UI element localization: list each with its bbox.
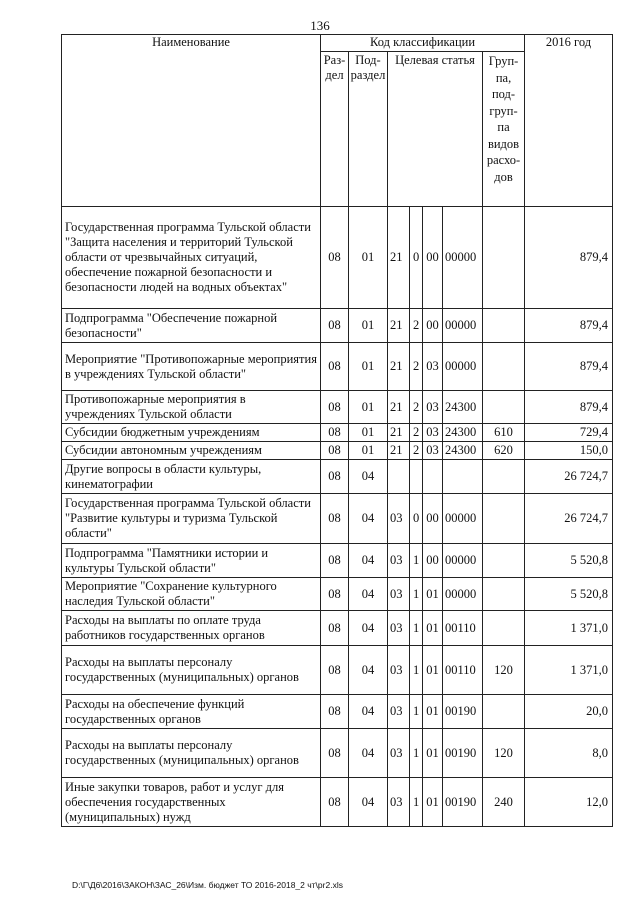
row-podrazdel: 01 bbox=[349, 391, 388, 424]
row-group: 620 bbox=[483, 442, 525, 460]
header-name: Наименование bbox=[62, 35, 321, 207]
table-row bbox=[62, 646, 613, 695]
row-podrazdel: 01 bbox=[349, 207, 388, 309]
row-target-program: 21 bbox=[388, 391, 410, 424]
row-group: 240 bbox=[483, 778, 525, 827]
row-name: Подпрограмма "Памятники истории и культуры Тульской области" bbox=[62, 544, 321, 578]
header-razdel: Раз- дел bbox=[321, 52, 349, 207]
row-amount: 1 371,0 bbox=[525, 646, 613, 695]
row-group: 120 bbox=[483, 646, 525, 695]
row-razdel: 08 bbox=[321, 646, 349, 695]
row-razdel: 08 bbox=[321, 343, 349, 391]
row-group bbox=[483, 695, 525, 729]
row-name: Мероприятие "Противопожарные мероприятия в учреждениях Тульской области" bbox=[62, 343, 321, 391]
row-group bbox=[483, 611, 525, 646]
row-razdel: 08 bbox=[321, 695, 349, 729]
row-name: Мероприятие "Сохранение культурного наследия Тульской области" bbox=[62, 578, 321, 611]
budget-table bbox=[61, 34, 613, 827]
row-target-program: 03 bbox=[388, 544, 410, 578]
row-target-subprogram bbox=[410, 460, 423, 494]
row-target-direction: 00190 bbox=[443, 729, 483, 778]
row-target-event: 03 bbox=[423, 424, 443, 442]
row-target-event: 01 bbox=[423, 778, 443, 827]
row-name: Подпрограмма "Обеспечение пожарной безопасности" bbox=[62, 309, 321, 343]
row-target-subprogram: 1 bbox=[410, 578, 423, 611]
table-row bbox=[62, 778, 613, 827]
table-row bbox=[62, 442, 613, 460]
row-name: Расходы на выплаты персоналу государственных (муниципальных) органов bbox=[62, 729, 321, 778]
row-razdel: 08 bbox=[321, 442, 349, 460]
row-amount: 5 520,8 bbox=[525, 578, 613, 611]
table-row bbox=[62, 343, 613, 391]
table-row bbox=[62, 494, 613, 544]
row-razdel: 08 bbox=[321, 544, 349, 578]
row-target-direction: 00110 bbox=[443, 611, 483, 646]
row-target-event: 03 bbox=[423, 343, 443, 391]
row-target-subprogram: 1 bbox=[410, 544, 423, 578]
row-target-event: 00 bbox=[423, 207, 443, 309]
row-name: Субсидии бюджетным учреждениям bbox=[62, 424, 321, 442]
row-razdel: 08 bbox=[321, 578, 349, 611]
row-podrazdel: 01 bbox=[349, 309, 388, 343]
row-razdel: 08 bbox=[321, 309, 349, 343]
row-podrazdel: 04 bbox=[349, 544, 388, 578]
row-target-program: 03 bbox=[388, 695, 410, 729]
row-group bbox=[483, 309, 525, 343]
row-razdel: 08 bbox=[321, 460, 349, 494]
row-target-event: 00 bbox=[423, 544, 443, 578]
row-amount: 879,4 bbox=[525, 207, 613, 309]
page-number: 136 bbox=[310, 18, 330, 33]
row-name: Государственная программа Тульской области "Защита населения и территорий Тульской области от чрезвычайных ситуаций, обеспечение пожарной безопасности и безопасности людей на водных объектах" bbox=[62, 207, 321, 309]
header-target: Целевая статья bbox=[388, 52, 483, 207]
row-target-program: 03 bbox=[388, 646, 410, 695]
table-row bbox=[62, 207, 613, 309]
row-amount: 729,4 bbox=[525, 424, 613, 442]
row-name: Другие вопросы в области культуры, кинематографии bbox=[62, 460, 321, 494]
row-amount: 1 371,0 bbox=[525, 611, 613, 646]
row-podrazdel: 01 bbox=[349, 424, 388, 442]
row-amount: 8,0 bbox=[525, 729, 613, 778]
table-row bbox=[62, 544, 613, 578]
row-group bbox=[483, 544, 525, 578]
row-razdel: 08 bbox=[321, 494, 349, 544]
file-path-footer: D:\Г\Д6\2016\ЗАКОН\ЗАС_26\Изм. бюджет ТО 2016-2018_2 чт\pr2.xls bbox=[72, 880, 343, 890]
row-target-direction: 00110 bbox=[443, 646, 483, 695]
row-amount: 879,4 bbox=[525, 309, 613, 343]
row-target-subprogram: 0 bbox=[410, 207, 423, 309]
row-amount: 26 724,7 bbox=[525, 460, 613, 494]
row-podrazdel: 04 bbox=[349, 778, 388, 827]
row-target-program: 21 bbox=[388, 424, 410, 442]
row-target-program bbox=[388, 460, 410, 494]
row-amount: 5 520,8 bbox=[525, 544, 613, 578]
row-target-subprogram: 2 bbox=[410, 309, 423, 343]
row-target-subprogram: 0 bbox=[410, 494, 423, 544]
row-target-direction bbox=[443, 460, 483, 494]
row-podrazdel: 01 bbox=[349, 442, 388, 460]
row-group bbox=[483, 460, 525, 494]
row-podrazdel: 04 bbox=[349, 578, 388, 611]
row-target-event: 00 bbox=[423, 309, 443, 343]
row-amount: 20,0 bbox=[525, 695, 613, 729]
row-target-event: 01 bbox=[423, 695, 443, 729]
row-target-program: 03 bbox=[388, 494, 410, 544]
row-target-program: 03 bbox=[388, 729, 410, 778]
row-target-subprogram: 2 bbox=[410, 391, 423, 424]
row-razdel: 08 bbox=[321, 391, 349, 424]
row-target-direction: 00000 bbox=[443, 544, 483, 578]
row-target-direction: 00000 bbox=[443, 578, 483, 611]
row-razdel: 08 bbox=[321, 424, 349, 442]
table-row bbox=[62, 424, 613, 442]
header-code: Код классификации bbox=[321, 35, 525, 52]
header-year: 2016 год bbox=[525, 35, 613, 207]
row-podrazdel: 04 bbox=[349, 695, 388, 729]
row-target-event: 00 bbox=[423, 494, 443, 544]
row-target-program: 03 bbox=[388, 778, 410, 827]
row-amount: 26 724,7 bbox=[525, 494, 613, 544]
row-target-direction: 24300 bbox=[443, 442, 483, 460]
row-target-program: 21 bbox=[388, 343, 410, 391]
row-razdel: 08 bbox=[321, 207, 349, 309]
table-row bbox=[62, 611, 613, 646]
row-group bbox=[483, 391, 525, 424]
row-podrazdel: 04 bbox=[349, 646, 388, 695]
row-amount: 879,4 bbox=[525, 391, 613, 424]
row-target-direction: 24300 bbox=[443, 391, 483, 424]
row-target-program: 21 bbox=[388, 442, 410, 460]
row-target-direction: 00190 bbox=[443, 695, 483, 729]
table-row bbox=[62, 729, 613, 778]
row-group: 120 bbox=[483, 729, 525, 778]
header-podrazdel: Под- раздел bbox=[349, 52, 388, 207]
row-name: Субсидии автономным учреждениям bbox=[62, 442, 321, 460]
row-group bbox=[483, 207, 525, 309]
row-target-program: 21 bbox=[388, 309, 410, 343]
row-razdel: 08 bbox=[321, 729, 349, 778]
row-name: Противопожарные мероприятия в учреждениях Тульской области bbox=[62, 391, 321, 424]
row-target-direction: 00000 bbox=[443, 207, 483, 309]
row-name: Государственная программа Тульской области "Развитие культуры и туризма Тульской области" bbox=[62, 494, 321, 544]
row-target-subprogram: 1 bbox=[410, 611, 423, 646]
row-podrazdel: 04 bbox=[349, 611, 388, 646]
row-name: Иные закупки товаров, работ и услуг для обеспечения государственных (муниципальных) нужд bbox=[62, 778, 321, 827]
row-name: Расходы на обеспечение функций государственных органов bbox=[62, 695, 321, 729]
row-group bbox=[483, 494, 525, 544]
row-target-direction: 24300 bbox=[443, 424, 483, 442]
row-target-event: 01 bbox=[423, 729, 443, 778]
row-target-event bbox=[423, 460, 443, 494]
row-target-subprogram: 2 bbox=[410, 343, 423, 391]
table-row bbox=[62, 578, 613, 611]
row-group bbox=[483, 578, 525, 611]
row-target-event: 03 bbox=[423, 442, 443, 460]
row-target-subprogram: 1 bbox=[410, 778, 423, 827]
row-target-subprogram: 1 bbox=[410, 646, 423, 695]
row-target-subprogram: 2 bbox=[410, 442, 423, 460]
table-row bbox=[62, 391, 613, 424]
row-name: Расходы на выплаты персоналу государственных (муниципальных) органов bbox=[62, 646, 321, 695]
row-target-event: 01 bbox=[423, 646, 443, 695]
row-podrazdel: 04 bbox=[349, 729, 388, 778]
row-amount: 879,4 bbox=[525, 343, 613, 391]
row-razdel: 08 bbox=[321, 778, 349, 827]
row-target-program: 03 bbox=[388, 611, 410, 646]
row-name: Расходы на выплаты по оплате труда работников государственных органов bbox=[62, 611, 321, 646]
table-row bbox=[62, 460, 613, 494]
row-podrazdel: 01 bbox=[349, 343, 388, 391]
row-target-subprogram: 1 bbox=[410, 729, 423, 778]
row-target-direction: 00000 bbox=[443, 494, 483, 544]
row-amount: 150,0 bbox=[525, 442, 613, 460]
row-target-event: 03 bbox=[423, 391, 443, 424]
row-target-direction: 00000 bbox=[443, 309, 483, 343]
row-podrazdel: 04 bbox=[349, 494, 388, 544]
row-target-program: 21 bbox=[388, 207, 410, 309]
row-target-event: 01 bbox=[423, 611, 443, 646]
row-razdel: 08 bbox=[321, 611, 349, 646]
row-target-subprogram: 1 bbox=[410, 695, 423, 729]
row-group bbox=[483, 343, 525, 391]
row-target-direction: 00000 bbox=[443, 343, 483, 391]
row-target-program: 03 bbox=[388, 578, 410, 611]
row-podrazdel: 04 bbox=[349, 460, 388, 494]
row-amount: 12,0 bbox=[525, 778, 613, 827]
table-row bbox=[62, 695, 613, 729]
row-target-direction: 00190 bbox=[443, 778, 483, 827]
table-row bbox=[62, 309, 613, 343]
row-group: 610 bbox=[483, 424, 525, 442]
header-group: Груп- па, под- груп- па видов расхо- дов bbox=[483, 52, 525, 207]
row-target-subprogram: 2 bbox=[410, 424, 423, 442]
row-target-event: 01 bbox=[423, 578, 443, 611]
